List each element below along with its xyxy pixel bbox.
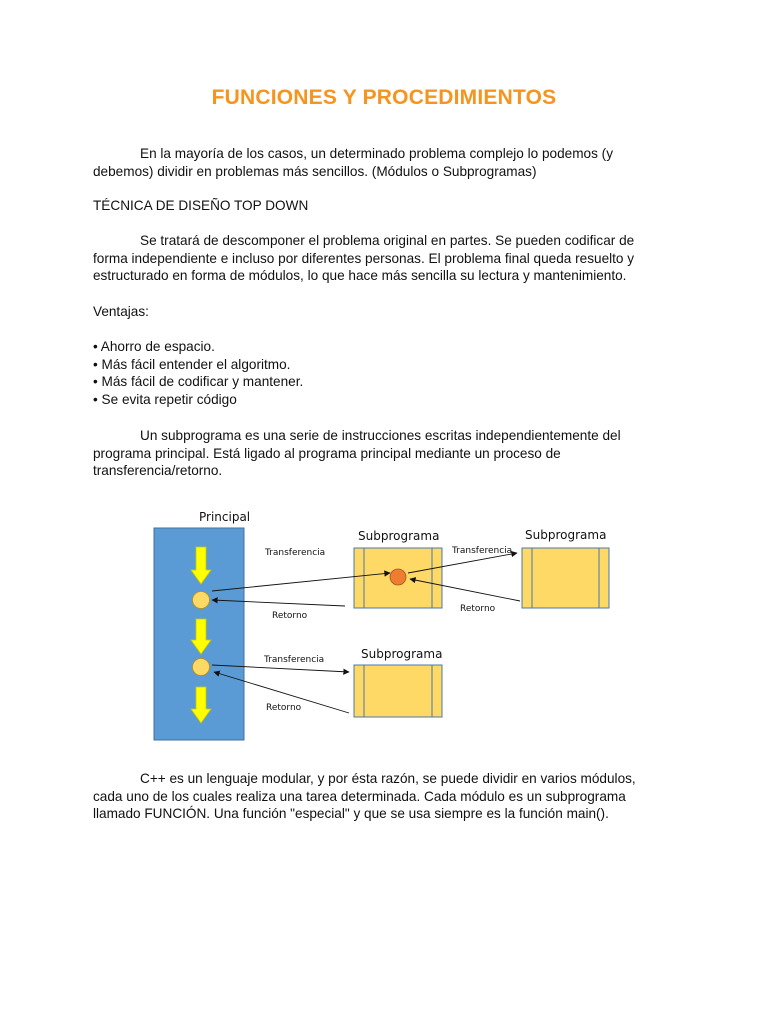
page-title: FUNCIONES Y PROCEDIMIENTOS [211, 86, 557, 109]
intro-paragraph [93, 145, 668, 180]
transfer-label-1: Transferencia [265, 548, 326, 558]
technique-paragraph [93, 232, 668, 285]
return-label-3: Retorno [266, 703, 302, 713]
transfer-return-diagram [140, 500, 620, 750]
call-point-1 [193, 592, 210, 609]
technique-text: Se tratará de descomponer el problema original en partes. Se pueden codificar de forma independiente e incluso por diferentes personas. El problema final queda resuelto y estructurado en forma de módulos, lo que hace más sencilla su lectura y mantenimiento. [93, 233, 635, 284]
transfer-label-3: Transferencia [264, 655, 325, 665]
advantage-item: • Ahorro de espacio. [93, 339, 215, 354]
nested-call-point [390, 569, 406, 585]
intro-text: En la mayoría de los casos, un determinado problema complejo lo podemos (y debemos) dividir en problemas más sencillos. (Módulos o Subprogramas) [93, 146, 614, 179]
subprogram-paragraph [93, 427, 668, 480]
advantage-item: • Más fácil entender el algoritmo. [93, 356, 291, 372]
return-label-1: Retorno [272, 611, 308, 621]
subprogram-text: Un subprograma es una serie de instrucciones escritas independientemente del programa principal. Está ligado al programa principal mediante un proceso de transferencia/retorno. [93, 428, 621, 479]
cpp-text: C++ es un lenguaje modular, y por ésta razón, se puede dividir en varios módulos, cada uno de los cuales realiza una tarea determinada. Cada módulo es un subprograma llamado FUNCIÓN. Una función "especial" y que se usa siempre es la función main(). [93, 771, 636, 822]
subprogram-bottom-label: Subprograma [361, 647, 443, 661]
subprogram-right-block [522, 548, 609, 608]
subprogram-bottom-block [354, 665, 442, 717]
transfer-label-2: Transferencia [452, 546, 513, 556]
advantage-item: • Se evita repetir código [93, 391, 237, 407]
subprogram-top-label: Subprograma [358, 529, 440, 543]
subprogram-right-label: Subprograma [525, 528, 607, 542]
return-label-2: Retorno [460, 604, 496, 614]
call-point-2 [193, 659, 210, 676]
principal-label: Principal [199, 510, 251, 524]
advantage-item: • Más fácil de codificar y mantener. [93, 374, 304, 390]
cpp-paragraph [93, 770, 668, 823]
technique-heading: TÉCNICA DE DISEÑO TOP DOWN [93, 198, 309, 213]
advantages-list [93, 338, 303, 408]
advantages-heading: Ventajas: [93, 304, 149, 319]
